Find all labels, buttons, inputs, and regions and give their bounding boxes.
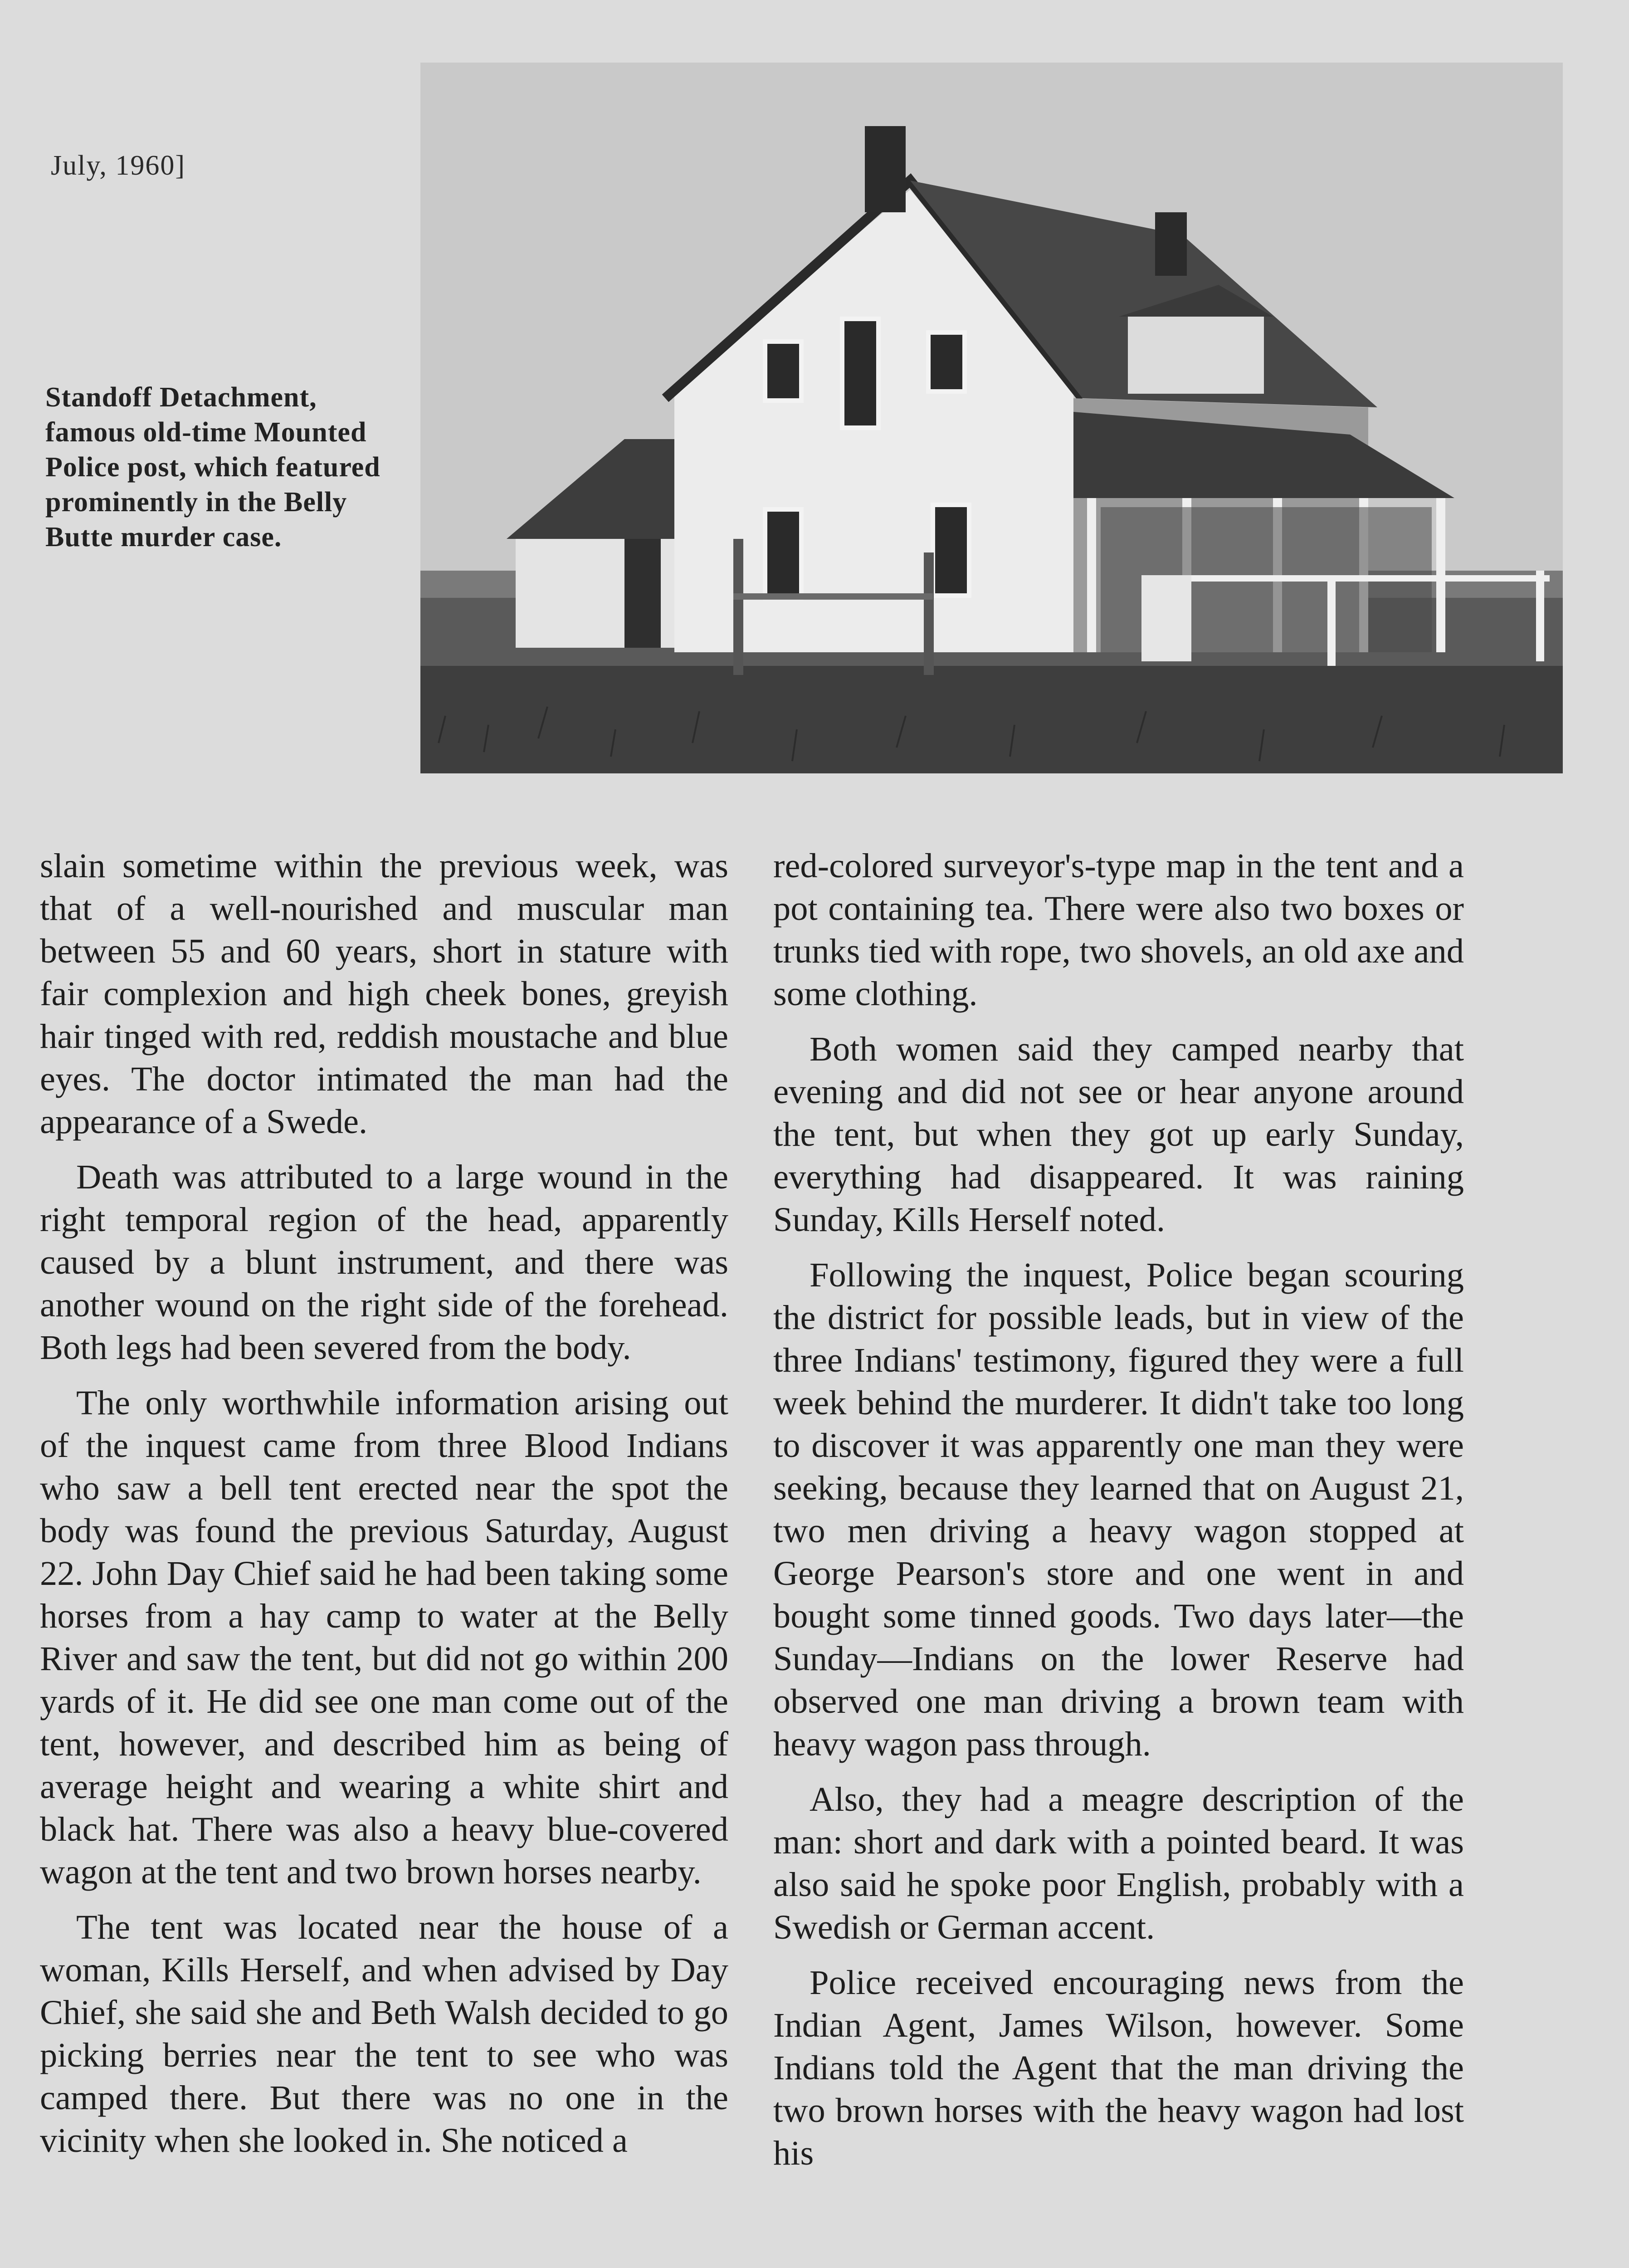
left-paragraph-4: The tent was located near the house of a woman, Kills Herself, and when advised by Day Chief, she said she and Beth Walsh decided to go picking berries near the tent to see who was camped there. But there was no one in the vicinity when she looked in. She noticed a <box>40 1908 728 2160</box>
right-paragraph-5: Police received encouraging news from the Indian Agent, James Wilson, however. Some Indians told the Agent that the man driving the two brown horses with the heavy wagon had lost his <box>773 1963 1464 2172</box>
right-paragraph-4: Also, they had a meagre description of the man: short and dark with a pointed beard. It was also said he spoke poor English, probably with a Swedish or German accent. <box>773 1780 1464 1946</box>
photo-caption: Standoff Detachment, famous old-time Mounted Police post, which featured prominently in the Belly Butte murder case. <box>45 382 380 552</box>
left-paragraph-1: slain sometime within the previous week, was that of a well-nourished and muscular man between 55 and 60 years, short in stature with fair complexion and high cheek bones, greyish hair tinged with red, reddish moustache and blue eyes. The doctor intimated the man had the appearance of a Swede. <box>40 846 728 1141</box>
right-column <box>773 845 1464 2187</box>
running-head: July, 1960] <box>51 150 185 181</box>
house-illustration <box>420 63 1563 773</box>
left-paragraph-3: The only worthwhile information arising out of the inquest came from three Blood Indians who saw a bell tent erected near the spot the body was found the previous Saturday, August 22. John Day Chief said he had been taking some horses from a hay camp to water at the Belly River and saw the tent, but did not go within 200 yards of it. He did see one man come out of the tent, however, and described him as being of average height and wearing a white shirt and black hat. There was also a heavy blue-covered wagon at the tent and two brown horses nearby. <box>40 1383 728 1891</box>
left-paragraph-2: Death was attributed to a large wound in the right temporal region of the head, apparently caused by a blunt instrument, and there was another wound on the right side of the forehead. Both legs had been severed from the body. <box>40 1158 728 1367</box>
left-column <box>40 845 728 2175</box>
right-paragraph-3: Following the inquest, Police began scouring the district for possible leads, but in view of the three Indians' testimony, figured they were a full week behind the murderer. It didn't take too long to discover it was apparently one man they were seeking, because they learned that on August 21, two men driving a heavy wagon stopped at George Pearson's store and one went in and bought some tinned goods. Two days later—the Sunday—Indians on the lower Reserve had observed one man driving a brown team with heavy wagon pass through. <box>773 1256 1464 1763</box>
right-paragraph-2: Both women said they camped nearby that evening and did not see or hear anyone around the tent, but when they got up early Sunday, everything had disappeared. It was raining Sunday, Kills Herself noted. <box>773 1030 1464 1239</box>
house-photograph <box>420 63 1563 773</box>
right-paragraph-1: red-colored surveyor's-type map in the tent and a pot containing tea. There were also two boxes or trunks tied with rope, two shovels, an old axe and some clothing. <box>773 846 1464 1013</box>
